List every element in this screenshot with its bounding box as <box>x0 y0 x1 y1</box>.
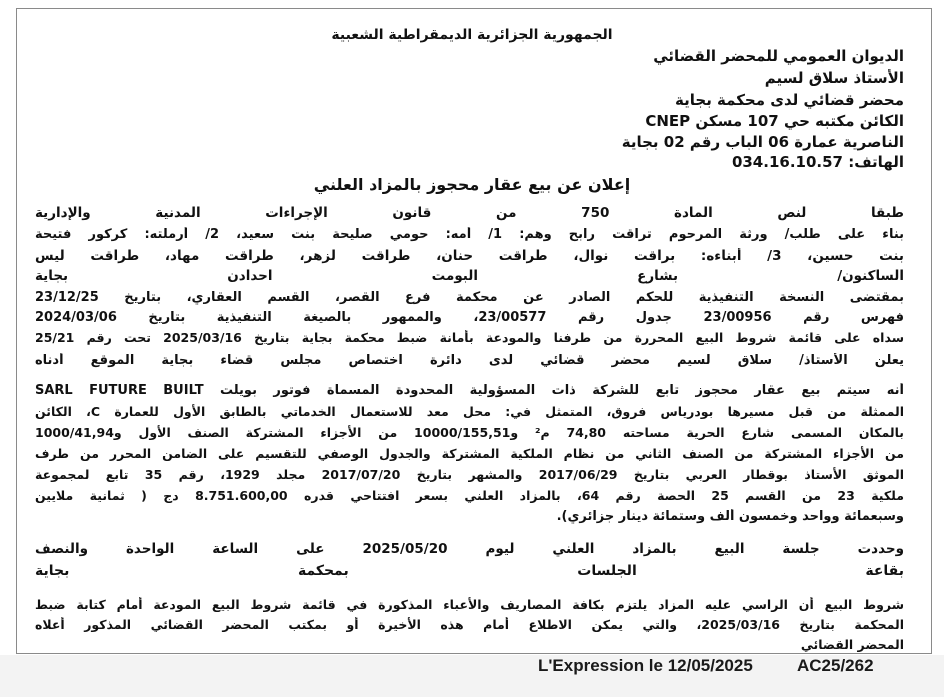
publication-line: L'Expression le 12/05/2025 <box>538 656 753 675</box>
body-line: الممثلة من قبل مسيرها بودرياس فروق، المتمثل في: محل معد للاستعمال الخدماتي بالطابق الأول للعمارة C، الكائن <box>35 404 904 419</box>
bailiff-name: الأستاذ سلاق لسيم <box>764 69 904 87</box>
notice-title: إعلان عن بيع عقار محجوز بالمزاد العلني <box>313 175 631 194</box>
body-line: طبقا لنص المادة 750 من قانون الإجراءات المدنية والإدارية <box>35 205 904 221</box>
body-line: بمقتضى النسخة التنفيذية للحكم الصادر عن محكمة فرع القصر، القسم العقاري، بتاريخ 23/12/25 <box>35 290 904 305</box>
reference-code: AC25/262 <box>797 656 874 675</box>
republic-heading: الجمهورية الجزائرية الديمقراطية الشعبية <box>331 27 613 43</box>
bailiff-address-line2: الناصرية عمارة 06 الباب رقم 02 بجاية <box>621 133 904 151</box>
signature-label: المحضر القضائي <box>800 637 904 652</box>
body-line: فهرس رقم 23/00956 جدول رقم 23/00577، والممهور بالصيغة التنفيذية بتاريخ 2024/03/06 <box>35 310 904 325</box>
body-line: بناء على طلب/ ورثة المرحوم تراقت رابح وهم: 1/ أمه: حومي صليحة بنت سعيد، 2/ أرملته: كركور فتيحة <box>35 227 904 242</box>
body-line: بنت حسين، 3/ أبناءه: براقت نوال، طراقت حنان، طراقت لزهر، طراقت مهاد، طراقت ليس <box>35 248 904 264</box>
body-line: أنه سيتم بيع عقار محجوز تابع للشركة ذات المسؤولية المحدودة المسماة فوتور بويلت SARL FUTURE BUILT <box>35 383 904 398</box>
body-line: من الأجزاء المشتركة من الصنف الثاني من نظام الملكية المشتركة والجدول الوصفي للتقسيم على الضامن المحرر من طرف <box>35 446 904 461</box>
body-line: يعلن الأستاذ/ سلاق لسيم محضر قضائي لدى دائرة اختصاص مجلس قضاء بجاية الموقع أدناه <box>35 353 904 368</box>
body-line: بالمكان المسمى شارع الحرية مساحته 74,80 م² و10000/155,51 من الأجزاء المشتركة الصنف الأول و1000/41,94 <box>35 425 904 440</box>
body-line: ملكية 23 من القسم 25 الحصة رقم 64، بالمزاد العلني بسعر افتتاحي قدره 8.751.600,00 دج ( ثمانية ملايين <box>35 488 904 503</box>
body-line: الموثق الأستاذ بوقطار العربي بتاريخ 2017/06/29 والمشهر بتاريخ 2017/07/20 مجلد 1929، رقم 35 تابع لمجموعة <box>35 467 904 482</box>
body-line: شروط البيع أن الراسي عليه المزاد يلتزم بكافة المصاريف والأعباء المذكورة في قائمة شروط البيع المودعة أمام كتابة ضبط <box>35 597 904 612</box>
body-line: سداه على قائمة شروط البيع المحررة من طرفنا والمودعة بأمانة ضبط محكمة بجاية بتاريخ 2025/03/16 تحت رقم 25/21 <box>35 330 904 345</box>
bailiff-role: محضر قضائي لدى محكمة بجاية <box>675 91 904 109</box>
bailiff-address-line1: الكائن مكتبه حي 107 مسكن CNEP <box>645 112 904 130</box>
auction-date-line: وحددت جلسة البيع بالمزاد العلني ليوم 2025/05/20 على الساعة الواحدة والنصف <box>35 541 904 557</box>
body-line: الساكنون/ بشارع البومت احدادن بجاية <box>35 268 904 284</box>
auction-place-line: بقاعة الجلسات بمحكمة بجاية <box>35 563 904 579</box>
body-line: المحكمة بتاريخ 2025/03/16، والتي يمكن الاطلاع أمام هذه الأخيرة أو بمكتب المحضر القضائي المذكور أعلاه <box>35 617 904 632</box>
body-line: وسبعمائة وواحد وخمسون ألف وستمائة دينار جزائري). <box>556 509 904 524</box>
office-name: الديوان العمومي للمحضر القضائي <box>653 47 904 65</box>
bailiff-phone: الهاتف: 034.16.10.57 <box>731 153 904 171</box>
